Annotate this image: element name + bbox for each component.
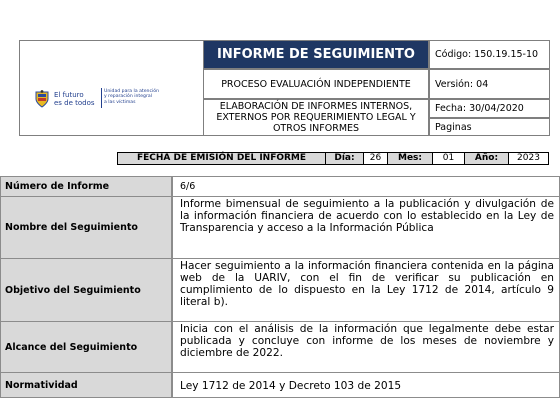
table-row bbox=[0, 196, 560, 259]
table-row bbox=[0, 258, 560, 322]
document-code: Código: 150.19.15-10 bbox=[429, 40, 550, 69]
document-pages: Paginas bbox=[429, 118, 550, 136]
logo-subtext: Unidad para la atención y reparación integral a las víctimas bbox=[104, 89, 159, 105]
procedure-name: ELABORACIÓN DE INFORMES INTERNOS, EXTERNOS POR REQUERIMIENTO LEGAL Y OTROS INFORMES bbox=[203, 99, 429, 136]
coat-of-arms-icon bbox=[35, 90, 49, 108]
regulation-value: Ley 1712 de 2014 y Decreto 103 de 2015 bbox=[172, 372, 560, 398]
report-number-value: 6/6 bbox=[172, 176, 560, 197]
monitoring-name-label: Nombre del Seguimiento bbox=[0, 196, 172, 259]
month-label: Mes: bbox=[388, 153, 433, 164]
table-row bbox=[0, 321, 560, 373]
objective-label: Objetivo del Seguimiento bbox=[0, 258, 172, 322]
monitoring-name-value: Informe bimensual de seguimiento a la publicación y divulgación de la información financiera de acuerdo con lo establecido en la Ley de Transparencia y acceso a la Información Pública bbox=[172, 196, 560, 259]
scope-label: Alcance del Seguimiento bbox=[0, 321, 172, 373]
day-label: Día: bbox=[326, 153, 364, 164]
table-row bbox=[0, 372, 560, 398]
logo-text: El futuro es de todos bbox=[54, 91, 95, 107]
document-version: Versión: 04 bbox=[429, 69, 550, 99]
process-name: PROCESO EVALUACIÓN INDEPENDIENTE bbox=[203, 69, 429, 99]
header-logo-cell bbox=[19, 40, 203, 136]
emission-label: FECHA DE EMISIÓN DEL INFORME bbox=[118, 153, 326, 164]
report-title: INFORME DE SEGUIMIENTO bbox=[203, 40, 429, 69]
day-value: 26 bbox=[364, 153, 388, 164]
report-number-label: Número de Informe bbox=[0, 176, 172, 197]
logo-divider bbox=[101, 88, 102, 108]
document-date: Fecha: 30/04/2020 bbox=[429, 99, 550, 118]
emission-date-row bbox=[117, 152, 549, 165]
year-value: 2023 bbox=[517, 153, 540, 163]
month-value: 01 bbox=[433, 153, 465, 164]
regulation-label: Normatividad bbox=[0, 372, 172, 398]
objective-value: Hacer seguimiento a la información financiera contenida en la página web de la UARIV, con el fin de verificar su publicación en cumplimiento de lo dispuesto en la Ley 1712 de 2014, artículo 9 literal b). bbox=[172, 258, 560, 322]
table-row bbox=[0, 176, 560, 197]
scope-value: Inicia con el análisis de la información que legalmente debe estar publicada y concluye con informe de los meses de noviembre y diciembre de 2022. bbox=[172, 321, 560, 373]
year-label: Año: bbox=[465, 153, 509, 164]
